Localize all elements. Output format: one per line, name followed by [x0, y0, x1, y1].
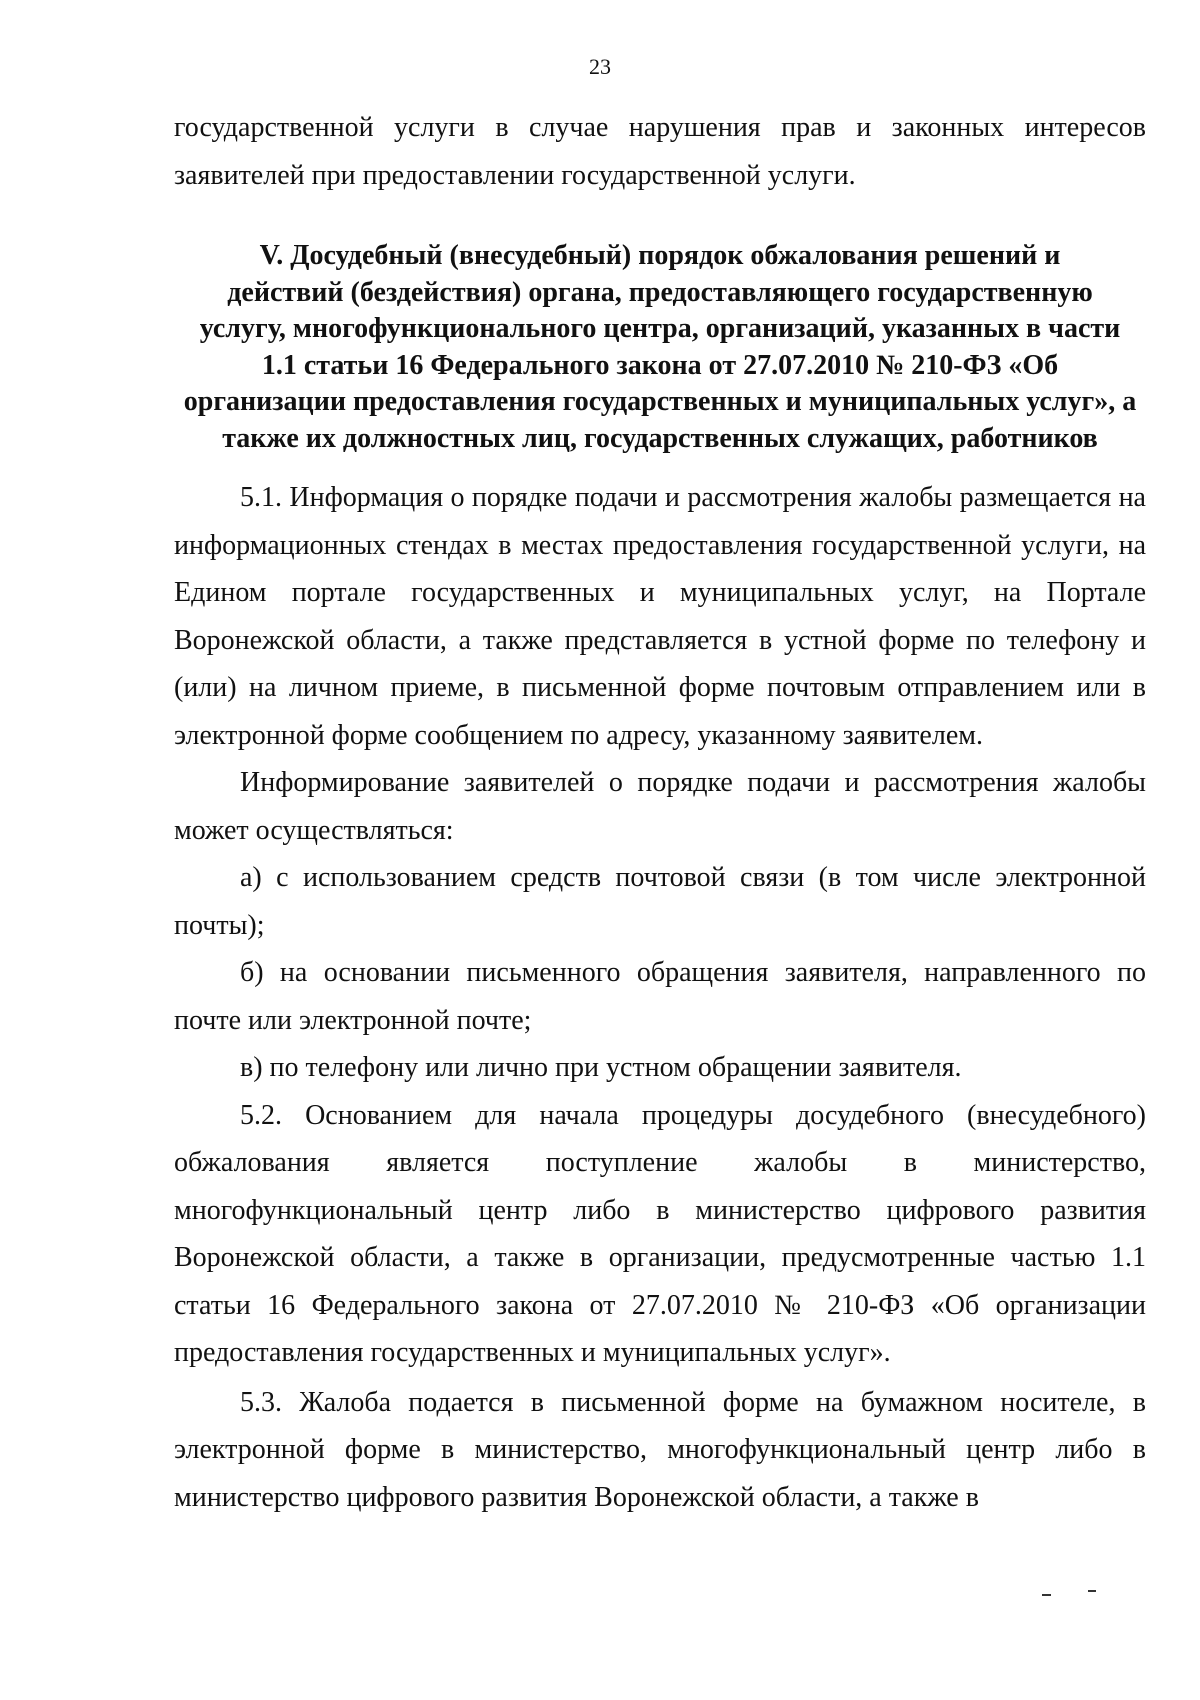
list-item-b: б) на основании письменного обращения заявителя, направленного по почте или электронной почте;	[174, 957, 1146, 1036]
list-item-a: а) с использованием средств почтовой связи (в том числе электронной почты);	[174, 862, 1146, 941]
list-item-v: в) по телефону или лично при устном обращении заявителя.	[240, 1052, 962, 1083]
document-body	[174, 104, 1146, 1521]
scan-mark	[1088, 1590, 1096, 1592]
paragraph-informing: Информирование заявителей о порядке подачи и рассмотрения жалобы может осуществляться:	[174, 767, 1146, 846]
heading-line: также их должностных лиц, государственных служащих, работников	[222, 422, 1098, 454]
heading-line: V. Досудебный (внесудебный) порядок обжалования решений и	[259, 240, 1061, 271]
paragraph-5-3: 5.3. Жалоба подается в письменной форме на бумажном носителе, в электронной форме в министерство, многофункциональный центр либо в министерство цифрового развития Воронежской области, а также в	[174, 1386, 1146, 1513]
scan-mark	[1042, 1594, 1051, 1596]
paragraph-continuation: государственной услуги в случае нарушения прав и законных интересов заявителей при предоставлении государственной услуги.	[174, 112, 1146, 191]
heading-line: услугу, многофункционального центра, организаций, указанных в части	[199, 313, 1121, 344]
paragraph-5-2: 5.2. Основанием для начала процедуры досудебного (внесудебного) обжалования является поступление жалобы в министерство, многофункциональный центр либо в министерство цифрового развития Воронежской области, а также в организации, предусмотренные частью 1.1 статьи 16 Федерального закона от 27.07.2010 № 210-ФЗ «Об организации предоставления государственных и муниципальных услуг».	[174, 1099, 1146, 1368]
heading-line: действий (бездействия) органа, предоставляющего государственную	[227, 276, 1093, 308]
paragraph-5-1: 5.1. Информация о порядке подачи и рассмотрения жалобы размещается на информационных стендах в местах предоставления государственной услуги, на Едином портале государственных и муниципальных услуг, на Портале Воронежской области, а также представляется в устной форме по телефону и (или) на личном приеме, в письменной форме почтовым отправлением или в электронной форме сообщением по адресу, указанному заявителем.	[174, 482, 1146, 751]
section-heading	[174, 238, 1146, 457]
scan-marks	[0, 1590, 1200, 1610]
heading-line: организации предоставления государственных и муниципальных услуг», а	[183, 386, 1137, 417]
page-number: 23	[589, 54, 611, 79]
heading-line: 1.1 статьи 16 Федерального закона от 27.07.2010 № 210-ФЗ «Об	[261, 349, 1059, 381]
